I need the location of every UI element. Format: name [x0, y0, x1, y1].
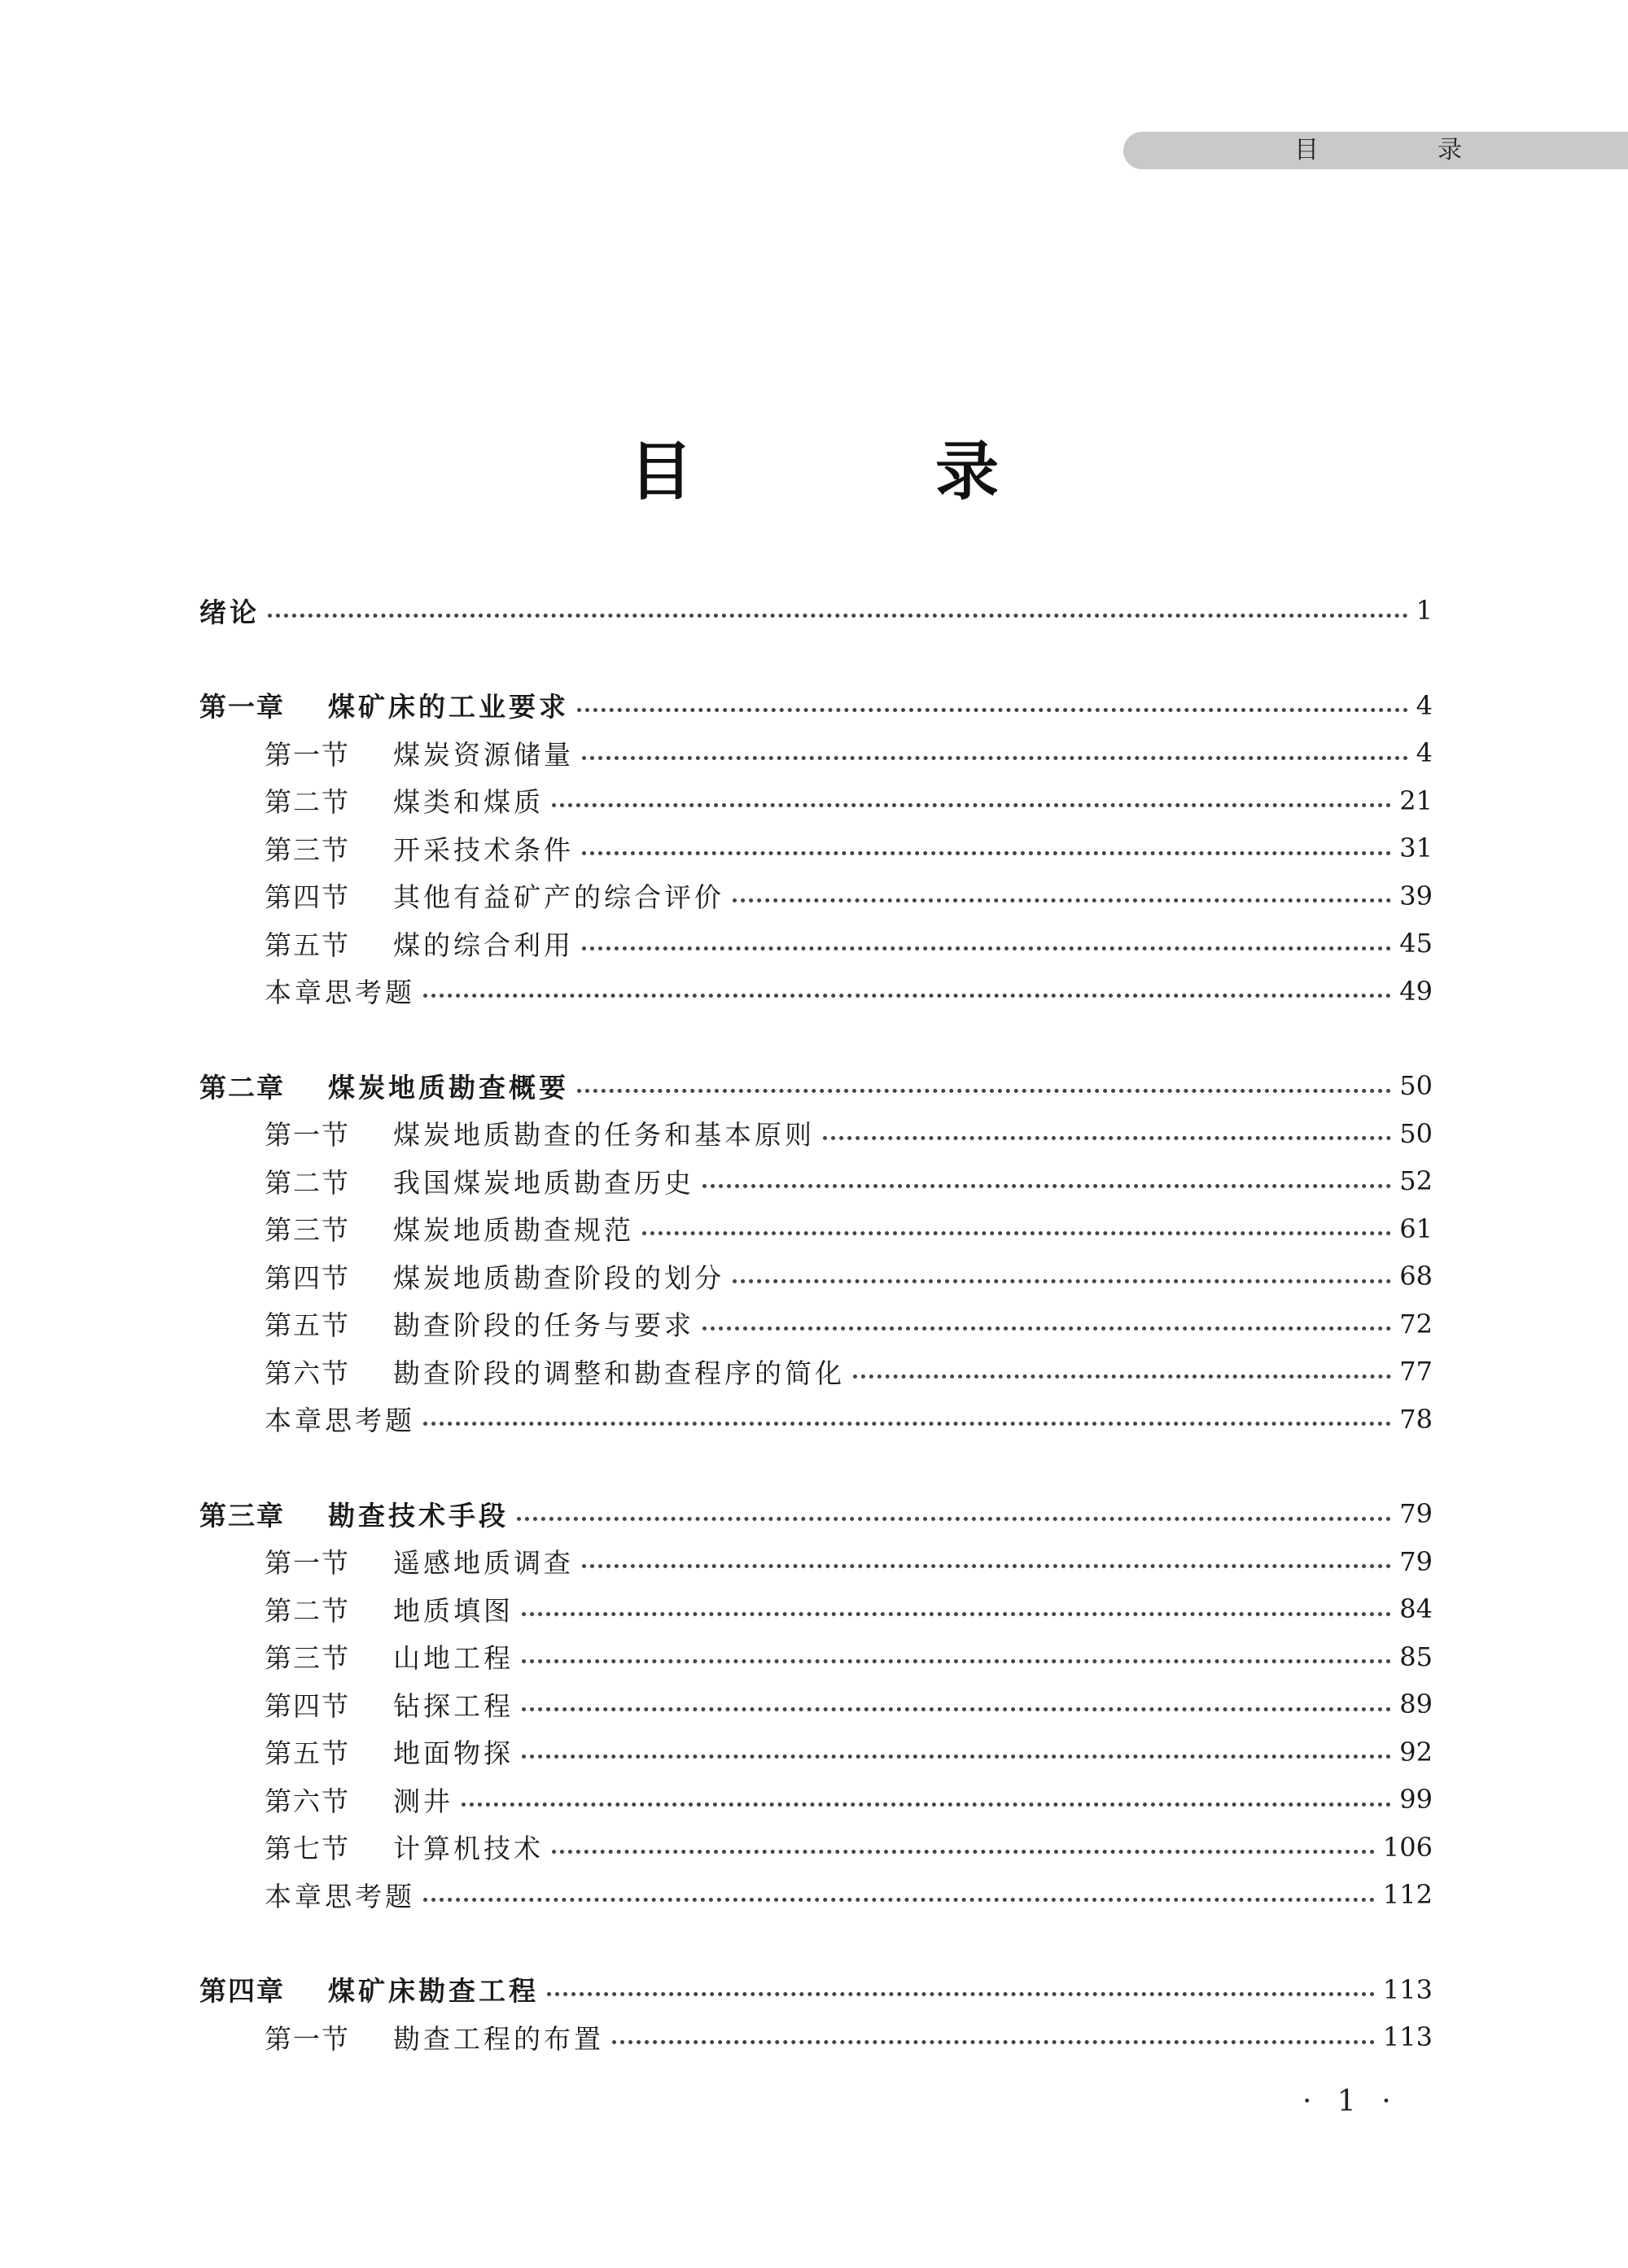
toc-entry-page: 84: [1399, 1593, 1433, 1624]
toc-chapter-entry: [199, 1065, 1433, 1106]
toc-section-entry: [265, 1588, 1433, 1629]
toc-entry-page: 72: [1399, 1308, 1433, 1339]
dot-leader: [423, 994, 1391, 998]
toc-entry-page: 77: [1399, 1356, 1433, 1387]
dot-leader: [268, 614, 1408, 618]
toc-entry-title: 开采技术条件: [393, 833, 574, 866]
toc-section-entry: [265, 780, 1433, 821]
dot-leader: [702, 1326, 1391, 1331]
dot-leader: [582, 1564, 1391, 1568]
running-header-title: 目 录: [1294, 136, 1509, 164]
dot-leader: [702, 1184, 1391, 1188]
toc-entry-title: 勘查阶段的任务与要求: [393, 1309, 694, 1341]
page-number: · 1 ·: [1302, 2085, 1399, 2118]
toc-entry-page: 50: [1399, 1070, 1433, 1101]
dot-leader: [577, 1089, 1391, 1093]
dot-leader: [517, 1517, 1391, 1521]
toc-entry-page: 68: [1399, 1261, 1433, 1291]
toc-entry-title: 煤炭地质勘查规范: [393, 1214, 634, 1246]
toc-section-entry: [265, 1541, 1433, 1582]
toc-section-entry: [265, 1304, 1433, 1344]
dot-leader: [733, 898, 1391, 902]
toc-chapter-entry: [199, 1969, 1433, 2010]
dot-leader: [423, 1422, 1391, 1426]
dot-leader: [582, 946, 1391, 950]
toc-chapter-entry: [199, 590, 1433, 631]
page-title: 目 录: [628, 435, 1088, 509]
toc-entry-page: 112: [1382, 1879, 1433, 1910]
toc-section-entry: [265, 732, 1433, 773]
toc-entry-page: 4: [1416, 737, 1433, 768]
toc-entry-page: 31: [1399, 832, 1433, 863]
toc-entry-number: 第四节: [265, 1261, 350, 1294]
toc-section-entry: [265, 1351, 1433, 1392]
toc-entry-page: 52: [1399, 1165, 1433, 1196]
toc-entry-number: 第三节: [265, 1214, 350, 1246]
toc-entry-number: 第一节: [265, 1547, 350, 1579]
toc-entry-title: 其他有益矿产的综合评价: [393, 881, 724, 913]
toc-entry-title: 煤炭资源储量: [393, 738, 574, 771]
toc-entry-page: 49: [1399, 975, 1433, 1007]
dot-leader: [823, 1136, 1391, 1140]
dot-leader: [552, 803, 1391, 807]
toc-section-entry: [265, 1779, 1433, 1820]
dot-leader: [582, 851, 1391, 855]
toc-entry-number: 第七节: [265, 1833, 350, 1864]
toc-section-entry: [265, 828, 1433, 868]
dot-leader: [612, 2040, 1375, 2044]
toc-entry-title: 煤炭地质勘查概要: [328, 1071, 569, 1103]
dot-leader: [853, 1374, 1391, 1379]
dot-leader: [522, 1755, 1391, 1759]
toc-section-entry: [265, 923, 1433, 964]
toc-entry-title: 遥感地质调查: [393, 1547, 574, 1579]
toc-entry-page: 106: [1382, 1831, 1433, 1863]
toc-entry-page: 79: [1399, 1498, 1433, 1529]
toc-entry-page: 92: [1399, 1736, 1433, 1768]
toc-entry-page: 78: [1399, 1403, 1433, 1435]
toc-entry-number: 第六节: [265, 1785, 350, 1817]
dot-leader: [552, 1850, 1375, 1854]
dot-leader: [547, 1992, 1375, 1996]
toc-entry-title: 本章思考题: [265, 1880, 415, 1912]
toc-entry-title: 山地工程: [393, 1642, 514, 1674]
toc-section-entry: [265, 876, 1433, 916]
toc-entry-title: 勘查工程的布置: [393, 2022, 604, 2055]
toc-entry-title: 钻探工程: [393, 1689, 514, 1722]
dot-leader: [462, 1803, 1391, 1807]
toc-entry-number: 第一节: [265, 1119, 350, 1151]
toc-entry-page: 99: [1399, 1784, 1433, 1815]
toc-chapter-entry: [199, 1493, 1433, 1534]
toc-entry-number: 第五节: [265, 1309, 350, 1341]
dot-leader: [642, 1231, 1391, 1235]
toc-entry-number: 第四节: [265, 881, 350, 913]
toc-entry-page: 113: [1382, 2021, 1433, 2052]
toc-entry-title: 地质填图: [393, 1594, 514, 1627]
toc-entry-number: 第二节: [265, 1166, 350, 1199]
toc-section-entry: [265, 971, 1433, 1012]
toc-entry-title: 勘查阶段的调整和勘查程序的简化: [393, 1357, 845, 1389]
toc-entry-page: 45: [1399, 928, 1433, 959]
toc-entry-number: 第一节: [265, 2022, 350, 2055]
toc-entry-page: 21: [1399, 784, 1433, 816]
toc-entry-title: 煤矿床勘查工程: [328, 1975, 539, 2007]
toc-entry-title: 煤的综合利用: [393, 929, 574, 961]
toc-entry-page: 1: [1416, 595, 1433, 626]
toc-entry-title: 煤炭地质勘查的任务和基本原则: [393, 1119, 815, 1151]
toc-entry-number: 第三节: [265, 1642, 350, 1674]
toc-chapter-entry: [199, 685, 1433, 726]
toc-section-entry: [265, 1684, 1433, 1724]
toc-section-entry: [265, 1113, 1433, 1154]
toc-entry-number: 第一节: [265, 738, 350, 771]
toc-entry-title: 煤矿床的工业要求: [328, 691, 569, 723]
toc-entry-title: 煤类和煤质: [393, 786, 544, 818]
toc-entry-page: 79: [1399, 1545, 1433, 1577]
dot-leader: [577, 708, 1408, 712]
toc-entry-number: 第二节: [265, 1594, 350, 1627]
toc-section-entry: [265, 1399, 1433, 1440]
toc-entry-page: 39: [1399, 880, 1433, 911]
toc-entry-number: 第二节: [265, 786, 350, 818]
toc-entry-page: 50: [1399, 1117, 1433, 1149]
toc-entry-title: 勘查技术手段: [328, 1499, 509, 1532]
toc-entry-number: 第三节: [265, 833, 350, 866]
toc-entry-number: 第二章: [199, 1071, 285, 1103]
toc-section-entry: [265, 1637, 1433, 1677]
toc-entry-title: 煤炭地质勘查阶段的划分: [393, 1261, 724, 1294]
dot-leader: [582, 756, 1408, 760]
dot-leader: [522, 1707, 1391, 1711]
dot-leader: [733, 1279, 1391, 1283]
toc-entry-title: 本章思考题: [265, 1405, 415, 1436]
toc-section-entry: [265, 1160, 1433, 1201]
toc-entry-page: 61: [1399, 1213, 1433, 1244]
toc-section-entry: [265, 1256, 1433, 1296]
toc-entry-number: 第六节: [265, 1357, 350, 1389]
toc-entry-title: 本章思考题: [265, 977, 415, 1008]
toc-entry-number: 第五节: [265, 929, 350, 961]
toc-entry-number: 第一章: [199, 691, 285, 723]
toc-entry-title: 测井: [393, 1785, 453, 1817]
toc-section-entry: [265, 1208, 1433, 1249]
toc-entry-page: 89: [1399, 1689, 1433, 1720]
toc-entry-number: 第四章: [199, 1975, 285, 2007]
toc-entry-number: 第五节: [265, 1737, 350, 1769]
toc-entry-number: 第三章: [199, 1499, 285, 1532]
toc-section-entry: [265, 2017, 1433, 2057]
toc-section-entry: [265, 1874, 1433, 1915]
toc-entry-page: 4: [1416, 689, 1433, 721]
toc-entry-title: 计算机技术: [393, 1833, 544, 1864]
toc-entry-title: 绪论: [199, 596, 260, 628]
dot-leader: [423, 1898, 1375, 1902]
toc-section-entry: [265, 1827, 1433, 1868]
toc-section-entry: [265, 1732, 1433, 1772]
toc-entry-page: 85: [1399, 1641, 1433, 1672]
toc-entry-number: 第四节: [265, 1689, 350, 1722]
toc-entry-page: 113: [1382, 1973, 1433, 2005]
toc-entry-title: 地面物探: [393, 1737, 514, 1769]
toc-entry-title: 我国煤炭地质勘查历史: [393, 1166, 694, 1199]
dot-leader: [522, 1612, 1391, 1616]
dot-leader: [522, 1659, 1391, 1663]
